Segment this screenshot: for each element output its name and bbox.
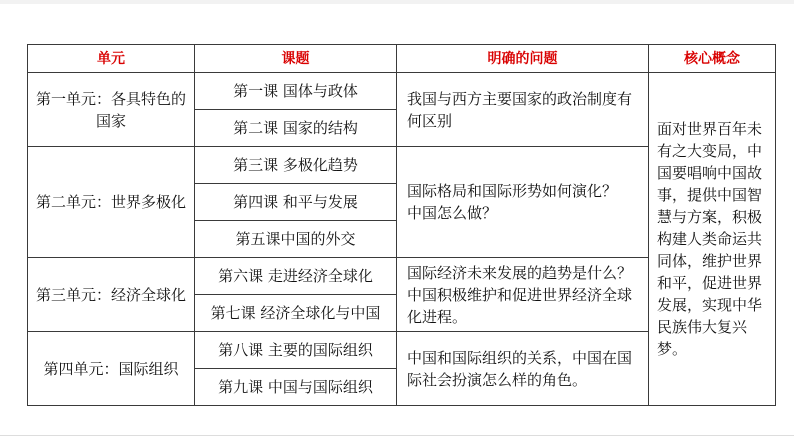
lesson-cell: 第二课 国家的结构 [195, 110, 397, 147]
header-unit: 单元 [28, 45, 195, 73]
lesson-cell: 第六课 走进经济全球化 [195, 258, 397, 295]
top-bar [0, 0, 794, 4]
question-cell [397, 147, 649, 258]
question-cell: 中国和国际组织的关系，中国在国际社会扮演怎么样的角色。 [397, 332, 649, 406]
question-cell: 我国与西方主要国家的政治制度有何区别 [397, 73, 649, 147]
lesson-cell: 第七课 经济全球化与中国 [195, 295, 397, 332]
header-concept: 核心概念 [649, 45, 776, 73]
unit-cell: 第三单元：经济全球化 [28, 258, 195, 332]
lesson-cell: 第一课 国体与政体 [195, 73, 397, 110]
lesson-cell: 第五课中国的外交 [195, 221, 397, 258]
lesson-cell: 第三课 多极化趋势 [195, 147, 397, 184]
header-question: 明确的问题 [397, 45, 649, 73]
core-concept-cell: 面对世界百年未有之大变局，中国要唱响中国故事，提供中国智慧与方案，积极构建人类命运共同体，维护世界和平，促进世界发展，实现中华民族伟大复兴梦。 [649, 73, 776, 406]
table-row [28, 73, 776, 110]
unit-cell: 第一单元：各具特色的国家 [28, 73, 195, 147]
question-cell: 国际经济未来发展的趋势是什么？中国积极维护和促进世界经济全球化进程。 [397, 258, 649, 332]
curriculum-table [27, 44, 776, 406]
header-lesson: 课题 [195, 45, 397, 73]
header-row [28, 45, 776, 73]
unit-cell: 第四单元：国际组织 [28, 332, 195, 406]
unit-cell: 第二单元：世界多极化 [28, 147, 195, 258]
lesson-cell: 第四课 和平与发展 [195, 184, 397, 221]
bottom-divider [0, 435, 794, 436]
lesson-cell: 第九课 中国与国际组织 [195, 369, 397, 406]
question-text: 国际格局和国际形势如何演化？ 中国怎么做？ [407, 182, 618, 222]
lesson-cell: 第八课 主要的国际组织 [195, 332, 397, 369]
